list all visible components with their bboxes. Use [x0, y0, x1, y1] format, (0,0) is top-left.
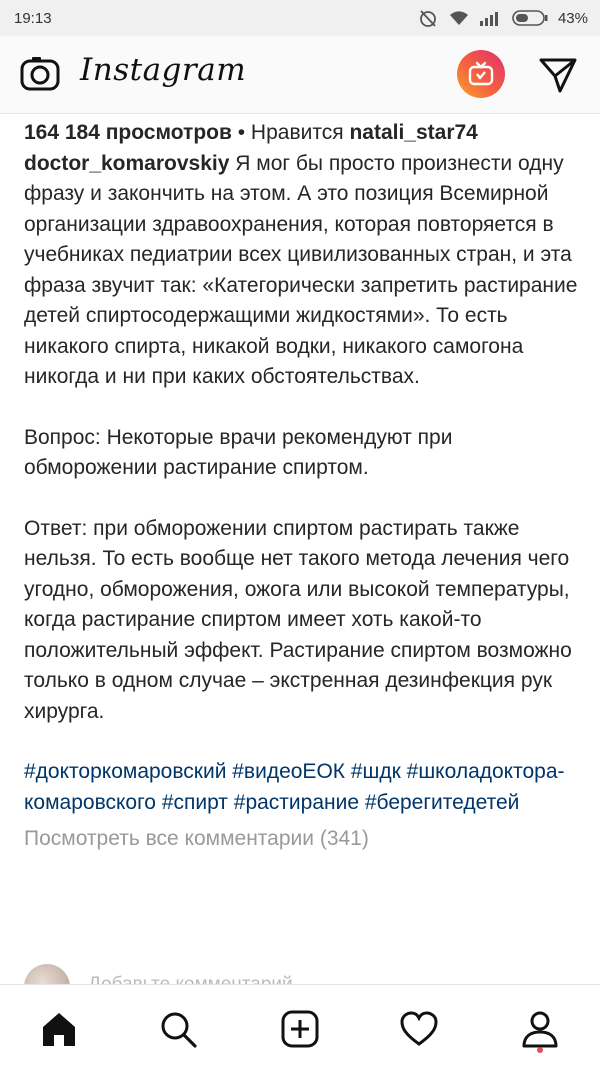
- hashtags[interactable]: #докторкомаровский #видеоЕОК #шдк #школадокторакомаровского #спирт #растирание #берегитедетей: [24, 760, 565, 814]
- signal-icon: [480, 10, 502, 26]
- new-post-icon[interactable]: [278, 1007, 322, 1051]
- home-icon[interactable]: [37, 1007, 81, 1051]
- direct-message-icon[interactable]: [538, 56, 578, 94]
- top-bar: [0, 36, 600, 114]
- caption-paragraph-3: Ответ: при обморожении спиртом растирать также нельзя. То есть вообще нет такого метода лечения чего угодно, обморожения, ожога или высокой температуры, когда растирание спиртом имеет хоть какой-то положительный эффект. Растирание спиртом возможно только в одном случае – экстренная дезинфекция рук хирурга.: [24, 516, 572, 723]
- liked-by-username[interactable]: natali_star74: [349, 121, 478, 144]
- view-all-comments-link[interactable]: Посмотреть все комментарии (341): [24, 827, 369, 850]
- caption-paragraph-1: [24, 149, 584, 393]
- camera-icon[interactable]: [20, 54, 60, 94]
- status-time: 19:13: [14, 9, 52, 27]
- battery-percent: 43%: [557, 9, 588, 27]
- profile-icon[interactable]: [518, 1007, 562, 1051]
- caption-text-1: Я мог бы просто произнести одну фразу и закончить на этом. А это позиция Всемирной организации здравоохранения, которая повторяется в учебниках педиатрии всех цивилизованных стран, и эта фраза звучит так: «Категорически запретить растирание детей спиртосодержащими жидкостями». То есть никакого спирта, никакой водки, никакого самогона никогда и ни при каких обстоятельствах.: [24, 151, 578, 388]
- view-count: 164 184 просмотров: [24, 121, 232, 144]
- bottom-nav: [0, 984, 600, 1066]
- igtv-icon[interactable]: [457, 50, 505, 98]
- notification-dot: [537, 1047, 543, 1053]
- caption-paragraph-2: Вопрос: Некоторые врачи рекомендуют при обморожении растирание спиртом.: [24, 425, 453, 479]
- wifi-icon: [448, 10, 470, 26]
- app-logo: Instagram: [80, 52, 247, 88]
- post-content: [24, 114, 584, 855]
- status-bar: [0, 0, 600, 36]
- alarm-off-icon: [418, 9, 438, 27]
- battery-icon: [512, 10, 548, 26]
- heart-icon[interactable]: [397, 1007, 441, 1051]
- post-meta: [24, 118, 584, 149]
- status-icons: [418, 9, 588, 27]
- likes-separator: • Нравится: [231, 121, 350, 144]
- search-icon[interactable]: [156, 1007, 200, 1051]
- author-username[interactable]: doctor_komarovskiy: [24, 151, 230, 175]
